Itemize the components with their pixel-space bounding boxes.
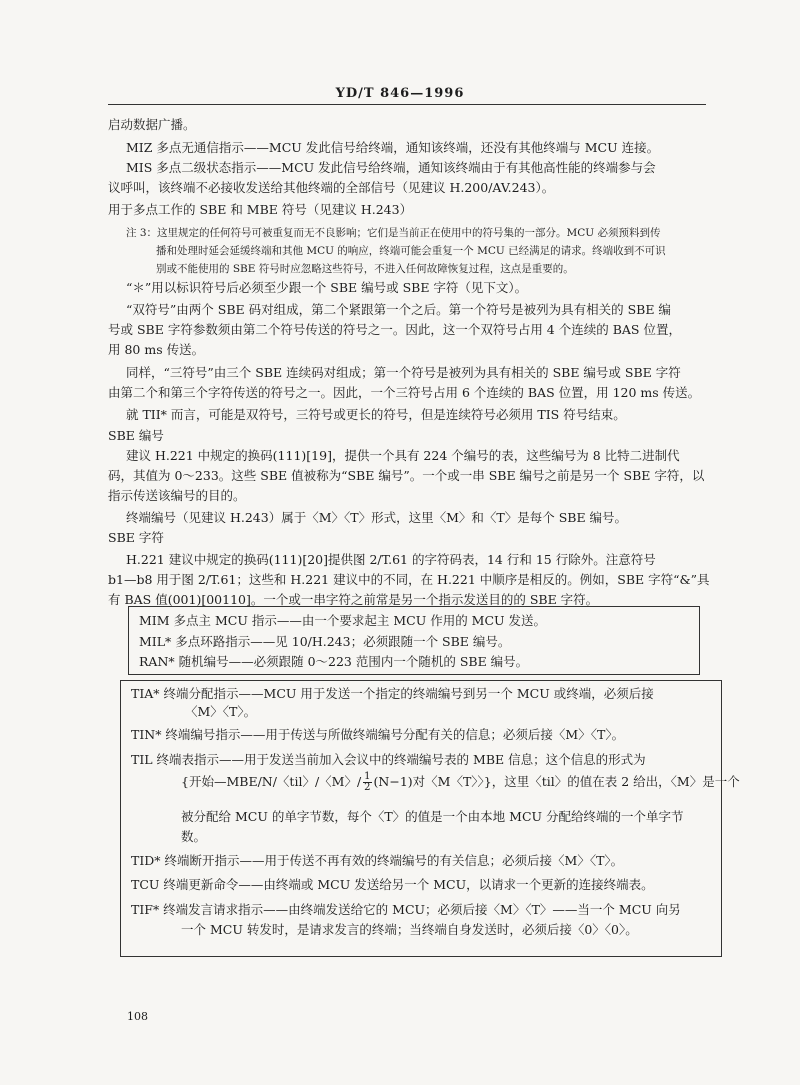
ran-definition: RAN* 随机编号——必须跟随 0～223 范围内一个随机的 SBE 编号。 xyxy=(139,654,529,669)
fraction-denominator: 2 xyxy=(364,782,371,793)
mil-definition: MIL* 多点环路指示——见 10/H.243；必须跟随一个 SBE 编号。 xyxy=(139,634,511,649)
text-line: “＊”用以标识符号后必须至少跟一个 SBE 编号或 SBE 字符（见下文）。 xyxy=(126,280,528,295)
til-formula xyxy=(181,772,740,793)
mis-definition: MIS 多点二级状态指示——MCU 发此信号给终端，通知该终端由于有其他高性能的终端参与会 xyxy=(126,160,656,175)
text-line: 号或 SBE 字符参数须由第二个符号传送的符号之一。因此，这一个双符号占用 4 个连续的 BAS 位置， xyxy=(108,322,681,337)
mim-definition: MIM 多点主 MCU 指示——由一个要求起主 MCU 作用的 MCU 发送。 xyxy=(139,613,547,628)
text-line: “双符号”由两个 SBE 码对组成，第二个紧跟第一个之后。第一个符号是被列为具有相关的 SBE 编 xyxy=(126,302,671,317)
tif-definition: TIF* 终端发言请求指示——由终端发送给它的 MCU；必须后接〈M〉〈T〉——当一个 MCU 向另 xyxy=(131,902,681,917)
note-line: 别或不能使用的 SBE 符号时应忽略这些符号，不进入任何故障恢复过程，这点是重要的。 xyxy=(156,263,574,275)
tin-definition: TIN* 终端编号指示——用于传送与所做终端编号分配有关的信息；必须后接〈M〉〈T〉。 xyxy=(131,727,625,742)
tif-definition-cont: 一个 MCU 转发时，是请求发言的终端；当终端自身发送时，必须后接〈0〉〈0〉。 xyxy=(181,922,638,937)
text-line: b1—b8 用于图 2/T.61；这些和 H.221 建议中的不同，在 H.221 中顺序是相反的。例如，SBE 字符“&”具 xyxy=(108,572,710,587)
tia-definition-cont: 〈M〉〈T〉。 xyxy=(185,704,257,719)
miz-definition: MIZ 多点无通信指示——MCU 发此信号给终端，通知该终端，还没有其他终端与 MCU 连接。 xyxy=(126,140,660,155)
fraction-numerator: 1 xyxy=(364,771,371,782)
text-line: 同样，“三符号”由三个 SBE 连续码对组成；第一个符号是被列为具有相关的 SBE 编号或 SBE 字符 xyxy=(126,365,681,380)
text-line: 码，其值为 0～233。这些 SBE 值被称为“SBE 编号”。一个或一串 SBE 编号之前是另一个 SBE 字符，以 xyxy=(108,468,705,483)
text-line: H.221 建议中规定的换码(111)[20]提供图 2/T.61 的字符码表，14 行和 15 行除外。注意符号 xyxy=(126,552,656,567)
formula-text: {开始—MBE/N/〈til〉/〈M〉/ xyxy=(181,774,362,789)
section-heading: SBE 编号 xyxy=(108,428,164,443)
section-heading: 用于多点工作的 SBE 和 MBE 符号（见建议 H.243） xyxy=(108,202,413,217)
fraction xyxy=(363,772,371,793)
text-line: 用 80 ms 传送。 xyxy=(108,342,205,357)
symbol-box-2 xyxy=(120,680,740,957)
text-line: 指示传送该编号的目的。 xyxy=(108,488,246,503)
text-line: 终端编号（见建议 H.243）属于〈M〉〈T〉形式，这里〈M〉和〈T〉是每个 SBE 编号。 xyxy=(126,510,628,525)
til-definition-cont: 被分配给 MCU 的单字节数，每个〈T〉的值是一个由本地 MCU 分配给终端的一个单字节 xyxy=(181,809,684,824)
til-definition: TIL 终端表指示——用于发送当前加入会议中的终端编号表的 MBE 信息；这个信息的形式为 xyxy=(131,752,646,767)
mis-definition-cont: 议呼叫，该终端不必接收发送给其他终端的全部信号（见建议 H.200/AV.243）。 xyxy=(108,180,555,195)
til-definition-cont: 数。 xyxy=(181,829,207,844)
text-line: 有 BAS 值(001)[00110]。一个或一串字符之前常是另一个指示发送目的的 SBE 字符。 xyxy=(108,592,599,607)
text-line: 就 TII* 而言，可能是双符号，三符号或更长的符号，但是连续符号必须用 TIS 符号结束。 xyxy=(126,407,626,422)
text-line: 由第二个和第三个字符传送的符号之一。因此，一个三符号占用 6 个连续的 BAS 位置，用 120 ms 传送。 xyxy=(108,385,701,400)
text-line: 启动数据广播。 xyxy=(108,117,196,132)
page-number: 108 xyxy=(127,1010,148,1023)
tia-definition: TIA* 终端分配指示——MCU 用于发送一个指定的终端编号到另一个 MCU 或终端，必须后接 xyxy=(131,686,654,701)
note-line: 播和处理时延会延缓终端和其他 MCU 的响应，终端可能会重复一个 MCU 已经满足的请求。终端收到不可识 xyxy=(156,245,666,257)
tcu-definition: TCU 终端更新命令——由终端或 MCU 发送给另一个 MCU，以请求一个更新的连接终端表。 xyxy=(131,877,654,892)
header-rule xyxy=(108,104,706,105)
note-line: 注 3：这里规定的任何符号可被重复而无不良影响；它们是当前正在使用中的符号集的一部分。MCU 必须预料到传 xyxy=(126,227,661,239)
page-header: YD/T 846—1996 xyxy=(335,86,465,101)
section-heading: SBE 字符 xyxy=(108,530,164,545)
symbol-box-1 xyxy=(128,606,700,675)
formula-text: (N−1)对〈M〈T〉〉}，这里〈til〉的值在表 2 给出，〈M〉是一个 xyxy=(373,774,740,789)
tid-definition: TID* 终端断开指示——用于传送不再有效的终端编号的有关信息；必须后接〈M〉〈T〉。 xyxy=(131,853,624,868)
text-line: 建议 H.221 中规定的换码(111)[19]，提供一个具有 224 个编号的表，这些编号为 8 比特二进制代 xyxy=(126,448,680,463)
